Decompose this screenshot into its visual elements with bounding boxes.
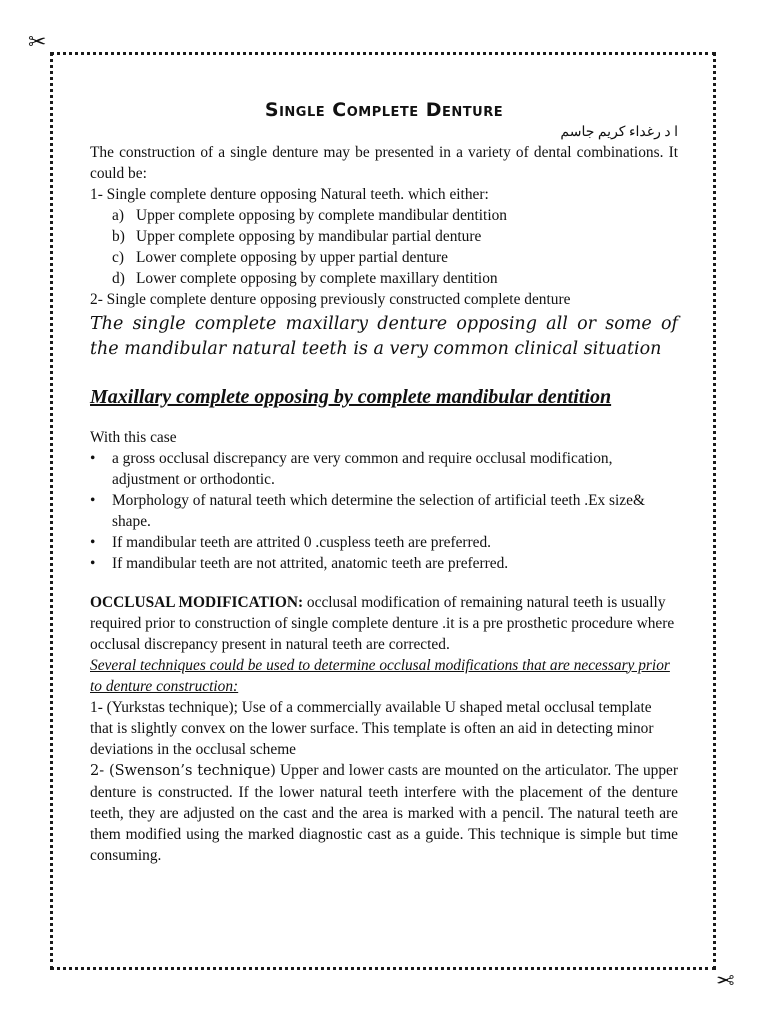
techniques-intro: Several techniques could be used to determine occlusal modifications that are necessary prior to denture construction: [90,656,670,695]
sub-list [112,205,678,289]
clinical-note: The single complete maxillary denture opposing all or some of the mandibular natural teeth is a very common clinical situation [90,314,678,359]
sub-list-item: d) Lower complete opposing by complete maxillary dentition [112,270,498,287]
sub-list-item: b) Upper complete opposing by mandibular partial denture [112,228,482,245]
document-body [90,98,678,866]
page-title: Single Complete Denture [264,99,504,121]
bullet-item: • a gross occlusal discrepancy are very common and require occlusal modification, adjustment or orthodontic. [90,449,613,488]
occlusal-modification-paragraph: OCCLUSAL MODIFICATION: occlusal modification of remaining natural teeth is usually required prior to construction of single complete denture .it is a pre prosthetic procedure where occlusal discrepancy present in natural teeth are corrected. [90,593,675,653]
author-name: ا د رغداء كريم جاسم [560,125,678,140]
list-item-2: 2- Single complete denture opposing previously constructed complete denture [90,291,571,308]
scissors-icon: ✂ [28,30,47,55]
bullet-item: • Morphology of natural teeth which determine the selection of artificial teeth .Ex size& shape. [90,491,645,530]
intro-paragraph: The construction of a single denture may be presented in a variety of dental combinations. It could be: [90,144,678,182]
with-case-text: With this case [90,428,177,446]
bullet-item: • If mandibular teeth are not attrited, anatomic teeth are preferred. [90,554,509,572]
sub-list-item: a) Upper complete opposing by complete mandibular dentition [112,207,507,224]
bullet-list [90,448,678,574]
technique-2: 2- (Swenson’s technique) Upper and lower casts are mounted on the articulator. The upper denture is constructed. If the lower natural teeth interfere with the placement of the denture teeth, they are adjusted on the cast and the area is marked with a pencil. The natural teeth are them modified using the marked diagnostic cast as a guide. This technique is simple but time consuming. [90,761,678,864]
sub-list-item: c) Lower complete opposing by upper partial denture [112,249,448,266]
bullet-item: • If mandibular teeth are attrited 0 .cuspless teeth are preferred. [90,533,492,551]
scissors-icon: ✂ [716,966,735,991]
list-item-1: 1- Single complete denture opposing Natural teeth. which either: [90,186,489,203]
section-heading: Maxillary complete opposing by complete mandibular dentition [90,386,612,408]
technique-1: 1- (Yurkstas technique); Use of a commercially available U shaped metal occlusal template that is slightly convex on the lower surface. This template is often an aid in detecting minor deviations in the occlusal scheme [90,698,654,758]
